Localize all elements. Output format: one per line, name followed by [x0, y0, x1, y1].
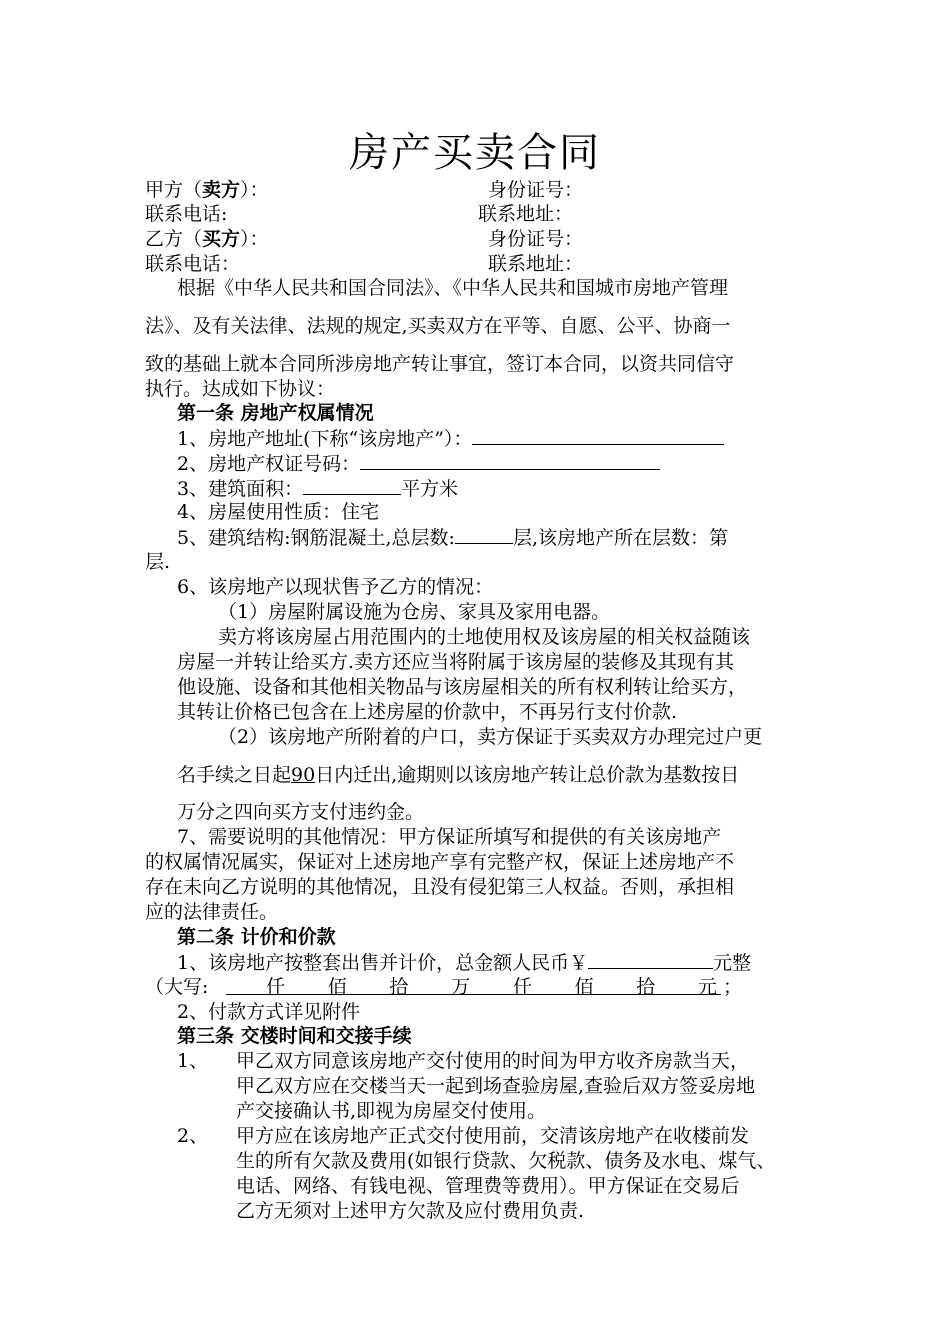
- article2-item2: 2、付款方式详见附件: [177, 1001, 361, 1023]
- article2-item1: 1、该房地产按整套出售并计价，总金额人民币￥ 元整: [177, 952, 752, 974]
- preamble-line: 法》、及有关法律、法规的规定,买卖双方在平等、自愿、公平、协商一: [145, 315, 731, 337]
- article3-item2: 甲方应在该房地产正式交付使用前，交清该房地产在收楼前发: [236, 1125, 750, 1147]
- article3-item1: 甲乙双方应在交楼当天一起到场查验房屋,查验后双方签妥房地: [236, 1075, 756, 1097]
- certificate-number-blank[interactable]: [360, 451, 660, 470]
- article1-item5: 5、建筑结构:钢筋混凝土,总层数: 层,该房地产所在层数：第: [177, 527, 728, 549]
- move-out-days: 90: [291, 764, 316, 786]
- article1-item4: 4、房屋使用性质：住宅: [177, 501, 380, 523]
- buyer-id-label: 身份证号：: [488, 228, 584, 250]
- article3-heading: 第三条 交楼时间和交接手续: [177, 1025, 412, 1047]
- seller-phone-label: 联系电话:: [145, 203, 228, 225]
- article1-sub2: （2）该房地产所附着的户口，卖方保证于买卖双方办理完过户更: [218, 726, 763, 748]
- preamble-line: 执行。达成如下协议：: [145, 378, 336, 400]
- daxie-label: （大写:: [145, 976, 209, 998]
- article3-item2-number: 2、: [177, 1125, 209, 1147]
- article3-item2: 电话、网络、有钱电视、管理费等费用）。甲方保证在交易后: [236, 1175, 740, 1197]
- seller-role: 卖方: [202, 179, 241, 201]
- seller-label: 甲方（卖方）：: [145, 179, 269, 201]
- article2-heading: 第二条 计价和价款: [177, 926, 336, 948]
- article1-sub1-para: 他设施、设备和其他相关物品与该房屋相关的所有权利转让给买方，: [177, 676, 748, 698]
- article1-item5-cont: 层.: [145, 551, 171, 573]
- article1-heading: 第一条 房地产权属情况: [177, 402, 374, 424]
- daxie-end: ；: [723, 976, 743, 998]
- article3-item2: 乙方无须对上述甲方欠款及应付费用负责.: [236, 1200, 585, 1222]
- article1-item7: 应的法律责任。: [145, 901, 279, 923]
- buyer-phone-label: 联系电话：: [145, 253, 241, 275]
- seller-address-label: 联系地址：: [478, 203, 574, 225]
- article1-item3: 3、建筑面积： 平方米: [177, 478, 459, 500]
- document-title: 房产买卖合同: [349, 130, 601, 176]
- article1-item7: 的权属情况属实，保证对上述房地产享有完整产权，保证上述房地产不: [145, 851, 735, 873]
- buyer-role: 买方: [202, 228, 241, 250]
- buyer-label: 乙方（买方）：: [145, 228, 269, 250]
- article1-item7: 存在未向乙方说明的其他情况，且没有侵犯第三人权益。否则，承担相: [145, 876, 735, 898]
- article3-item1: 产交接确认书,即视为房屋交付使用。: [236, 1100, 547, 1122]
- address-blank[interactable]: [472, 426, 724, 445]
- article1-sub2-line2: 名手续之日起90日内迁出,逾期则以该房地产转让总价款为基数按日: [177, 764, 740, 786]
- amount-in-words-blank[interactable]: 仟 佰 拾 万 仟 佰 拾 元: [226, 975, 721, 995]
- preamble-line: 根据《中华人民共和国合同法》、《中华人民共和国城市房地产管理: [177, 277, 729, 299]
- article1-item6: 6、该房地产以现状售予乙方的情况：: [177, 576, 494, 598]
- article3-item2: 生的所有欠款及费用(如银行贷款、欠税款、债务及水电、煤气、: [236, 1150, 776, 1172]
- article1-item1: 1、房地产地址(下称“该房地产”）：: [177, 426, 724, 451]
- article1-item7: 7、需要说明的其他情况：甲方保证所填写和提供的有关该房地产: [177, 826, 722, 848]
- seller-id-label: 身份证号：: [488, 179, 584, 201]
- article1-sub1-para: 卖方将该房屋占用范围内的土地使用权及该房屋的相关权益随该: [218, 626, 751, 648]
- article1-sub1-para: 其转让价格已包含在上述房屋的价款中，不再另行支付价款.: [177, 701, 678, 723]
- buyer-address-label: 联系地址：: [488, 253, 584, 275]
- area-blank[interactable]: [303, 476, 401, 495]
- preamble-line: 致的基础上就本合同所涉房地产转让事宜，签订本合同，以资共同信守: [145, 353, 735, 375]
- article1-sub1-para: 房屋一并转让给买方.卖方还应当将附属于该房屋的装修及其现有其: [177, 651, 735, 673]
- article3-item1: 甲乙双方同意该房地产交付使用的时间为甲方收齐房款当天，: [236, 1050, 750, 1072]
- price-blank[interactable]: [588, 950, 713, 969]
- article3-item1-number: 1、: [177, 1050, 209, 1072]
- article1-item2: 2、房地产权证号码：: [177, 451, 660, 476]
- total-floors-blank[interactable]: [455, 525, 513, 544]
- article1-sub1: （1）房屋附属设施为仓房、家具及家用电器。: [218, 601, 611, 623]
- article1-sub2-line3: 万分之四向买方支付违约金。: [177, 801, 425, 823]
